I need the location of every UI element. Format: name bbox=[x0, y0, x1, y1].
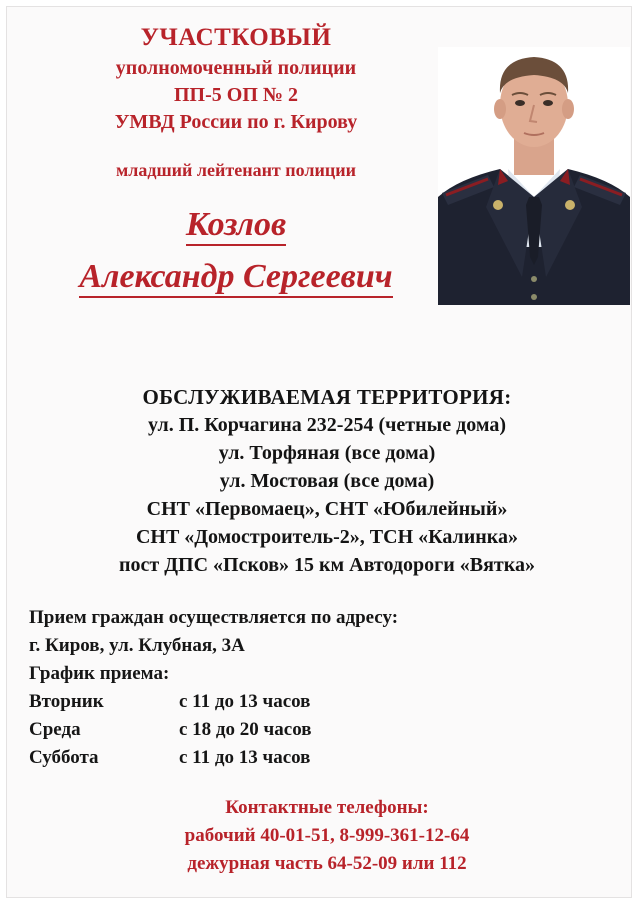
territory-section bbox=[27, 383, 627, 579]
schedule-day: Суббота bbox=[29, 747, 99, 768]
territory-item: СНТ «Домостроитель-2», ТСН «Калинка» bbox=[135, 526, 519, 548]
officer-name-block bbox=[47, 203, 425, 299]
reception-address: г. Киров, ул. Клубная, 3А bbox=[29, 635, 245, 656]
officer-portrait-icon bbox=[438, 47, 630, 305]
territory-item: СНТ «Первомаец», СНТ «Юбилейный» bbox=[146, 498, 508, 520]
header-block bbox=[47, 21, 425, 182]
territory-item: пост ДПС «Псков» 15 км Автодороги «Вятка» bbox=[119, 554, 535, 576]
poster-sheet bbox=[6, 6, 632, 898]
territory-item: ул. Мостовая (все дома) bbox=[219, 470, 435, 492]
contacts-title: Контактные телефоны: bbox=[225, 797, 429, 818]
schedule-row bbox=[29, 744, 589, 772]
schedule-time: с 11 до 13 часов bbox=[179, 691, 311, 712]
officer-rank: младший лейтенант полиции bbox=[116, 160, 356, 180]
schedule-time: с 18 до 20 часов bbox=[179, 719, 312, 740]
officer-first-patronymic: Александр Сергеевич bbox=[79, 258, 392, 298]
territory-item: ул. П. Корчагина 232-254 (четные дома) bbox=[147, 414, 507, 436]
territory-item: ул. Торфяная (все дома) bbox=[218, 442, 436, 464]
contacts-section bbox=[27, 794, 627, 878]
header-unit: ПП-5 ОП № 2 bbox=[174, 84, 298, 106]
schedule-time: с 11 до 13 часов bbox=[179, 747, 311, 768]
reception-section bbox=[29, 604, 589, 772]
schedule-row bbox=[29, 716, 589, 744]
contacts-work-phones: рабочий 40-01-51, 8-999-361-12-64 bbox=[184, 825, 470, 846]
officer-photo bbox=[438, 47, 630, 305]
reception-intro: Прием граждан осуществляется по адресу: bbox=[29, 607, 399, 628]
contacts-duty-phones: дежурная часть 64-52-09 или 112 bbox=[187, 853, 467, 874]
header-position: уполномоченный полиции bbox=[115, 57, 357, 79]
territory-title: ОБСЛУЖИВАЕМАЯ ТЕРРИТОРИЯ: bbox=[142, 385, 512, 409]
schedule-title: График приема: bbox=[29, 663, 170, 684]
schedule-day: Вторник bbox=[29, 691, 104, 712]
schedule-row bbox=[29, 688, 589, 716]
schedule-day: Среда bbox=[29, 719, 81, 740]
header-title: УЧАСТКОВЫЙ bbox=[140, 24, 332, 51]
header-department: УМВД России по г. Кирову bbox=[114, 111, 358, 133]
officer-last-name: Козлов bbox=[186, 206, 286, 246]
